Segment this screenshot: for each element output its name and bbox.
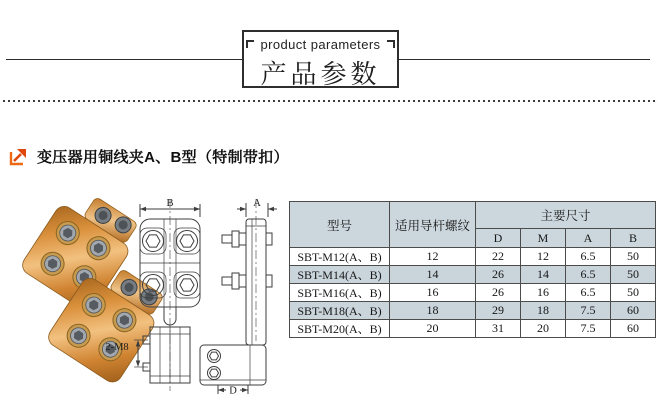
- cell-m: 16: [521, 284, 566, 302]
- cell-b: 50: [611, 248, 656, 266]
- dotted-divider: [3, 100, 655, 102]
- col-header-model: 型号: [290, 202, 390, 248]
- cell-b: 60: [611, 302, 656, 320]
- corner-mark-right: [387, 40, 395, 48]
- cell-model: SBT-M18(A、B): [290, 302, 390, 320]
- cell-a: 6.5: [566, 248, 611, 266]
- col-header-d: D: [476, 229, 521, 248]
- cell-m: 20: [521, 320, 566, 338]
- cell-b: 50: [611, 284, 656, 302]
- cell-a: 7.5: [566, 320, 611, 338]
- cell-thread: 16: [390, 284, 476, 302]
- cell-d: 31: [476, 320, 521, 338]
- cell-thread: 20: [390, 320, 476, 338]
- spec-table: [289, 201, 656, 338]
- cell-a: 6.5: [566, 284, 611, 302]
- table-row: [290, 284, 656, 302]
- col-header-m: M: [521, 229, 566, 248]
- table-row: [290, 320, 656, 338]
- page-title: 产品参数: [260, 59, 381, 89]
- cell-d: 26: [476, 266, 521, 284]
- cell-b: 60: [611, 320, 656, 338]
- cell-d: 26: [476, 284, 521, 302]
- cell-thread: 12: [390, 248, 476, 266]
- cell-m: 12: [521, 248, 566, 266]
- dim-label-a: A: [253, 198, 261, 209]
- cell-m: 18: [521, 302, 566, 320]
- cell-model: SBT-M14(A、B): [290, 266, 390, 284]
- table-row: [290, 302, 656, 320]
- cell-b: 50: [611, 266, 656, 284]
- thread-label-2m8: 2-M8: [105, 342, 129, 353]
- arrow-up-right-icon: [9, 147, 28, 166]
- cell-a: 7.5: [566, 302, 611, 320]
- table-row: [290, 266, 656, 284]
- dim-label-b: B: [166, 198, 174, 209]
- col-header-thread: 适用导杆螺纹: [390, 202, 476, 248]
- header-subtitle-en: product parameters: [260, 37, 381, 52]
- cell-d: 22: [476, 248, 521, 266]
- cell-thread: 14: [390, 266, 476, 284]
- cell-m: 14: [521, 266, 566, 284]
- col-header-main-dims: 主要尺寸: [476, 202, 656, 229]
- cell-model: SBT-M20(A、B): [290, 320, 390, 338]
- cell-thread: 18: [390, 302, 476, 320]
- cell-model: SBT-M16(A、B): [290, 284, 390, 302]
- col-header-a: A: [566, 229, 611, 248]
- col-header-b: B: [611, 229, 656, 248]
- cell-a: 6.5: [566, 266, 611, 284]
- dim-label-d: D: [229, 385, 237, 395]
- header-subtitle-row: [244, 38, 397, 51]
- table-header-row-1: [290, 202, 656, 229]
- section-title-text: 变压器用铜线夹A、B型（特制带扣）: [37, 149, 289, 166]
- cell-d: 29: [476, 302, 521, 320]
- cell-model: SBT-M12(A、B): [290, 248, 390, 266]
- section-title-row: [9, 146, 289, 167]
- table-row: [290, 248, 656, 266]
- section-header-box: [242, 30, 399, 88]
- technical-drawing: [100, 193, 292, 395]
- corner-mark-left: [246, 40, 254, 48]
